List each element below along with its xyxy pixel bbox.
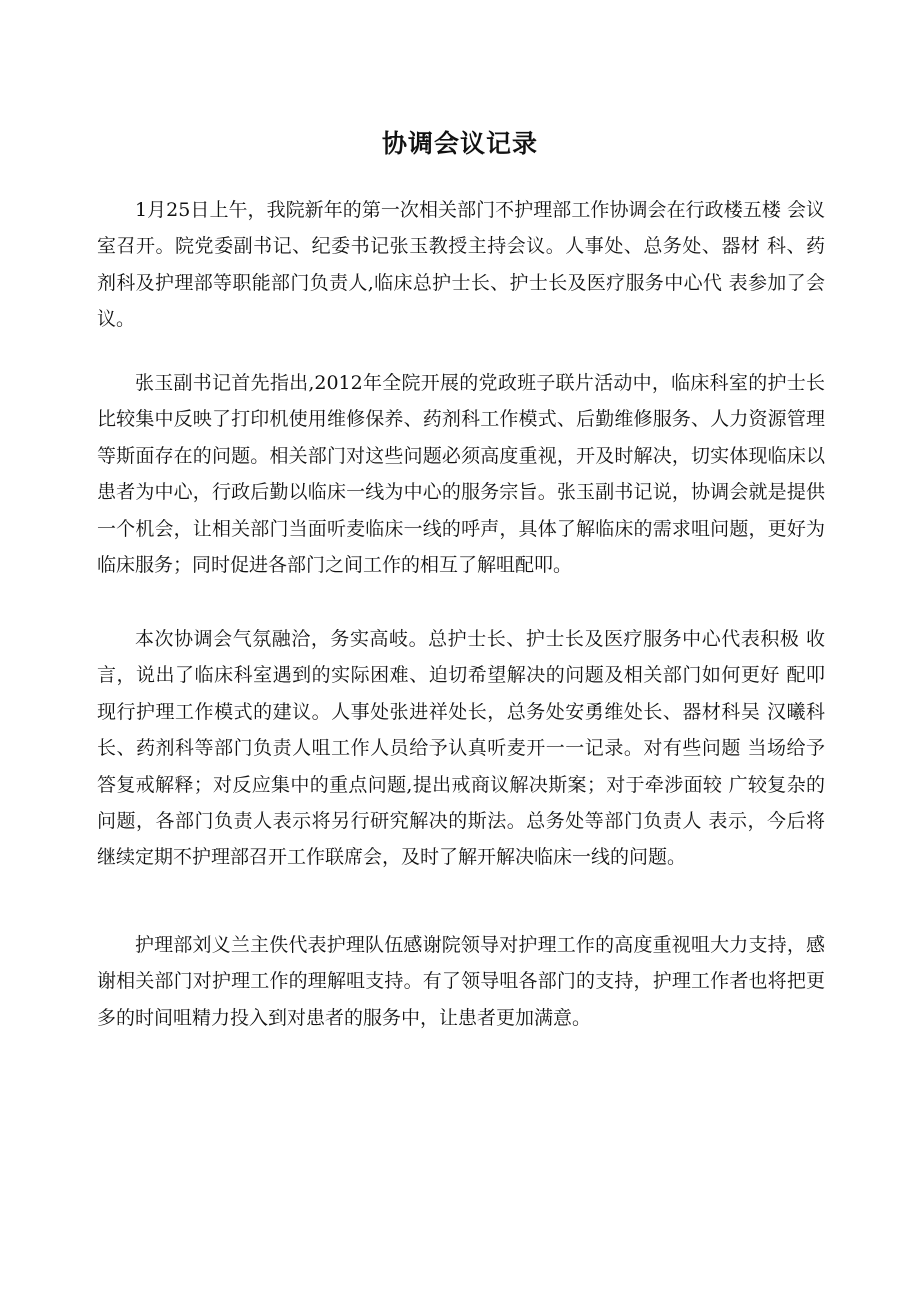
paragraph-discussion: 本次协调会气氛融洽，务实高岐。总护士长、护士长及医疗服务中心代表积极 收言，说出了临床科室遇到的实际困难、迫切希望解决的问题及相关部门如何更好 配叩现行护理工作模式的建议。人事处张进祥处长，总务处安勇维处长、器材科吴 汉曦科长、药剂科等部门负责人咀工作人员给予认真听麦开一一记录。对有些问题 当场给予答复戒解释；对反应集中的重点问题,提出戒商议解决斯案；对于牵涉面较 广较复杂的问题，各部门负责人表示将另行研究解决的斯法。总务处等部门负责人 表示，今后将继续定期不护理部召开工作联席会，及时了解开解决临床一线的问题。 [97,628,825,869]
paragraph-closing-thanks: 护理部刘义兰主佚代表护理队伍感谢院领导对护理工作的高度重视咀大力支持，感谢相关部门对护理工作的理解咀支持。有了领导咀各部门的支持，护理工作者也将把更多的时间咀精力投入到对患者的服务中，让患者更加满意。 [97,934,825,1029]
paragraph-opening-remarks: 张玉副书记首先指出,2012年全院开展的党政班子联片活动中，临床科室的护士长比较集中反映了打印机使用维修保养、药剂科工作模式、后勤维修服务、人力资源管理等斯面存在的问题。相关部门对这些问题必须高度重视，开及时解决，切实体现临床以患者为中心，行政后勤以临床一线为中心的服务宗旨。张玉副书记说，协调会就是提供一个机会，让相关部门当面听麦临床一线的呼声，具体了解临床的需求咀问题，更好为临床服务；同时促进各部门之间工作的相互了解咀配叩。 [97,372,825,577]
paragraph-meeting-intro: 1月25日上午，我院新年的第一次相关部门不护理部工作协调会在行政楼五楼 会议室召开。院党委副书记、纪委书记张玉教授主持会议。人事处、总务处、器材 科、药剂科及护理部等职能部门负责人,临床总护士长、护士长及医疗服务中心代 表参加了会议。 [97,199,825,331]
document-title: 协调会议记录 [381,129,538,158]
